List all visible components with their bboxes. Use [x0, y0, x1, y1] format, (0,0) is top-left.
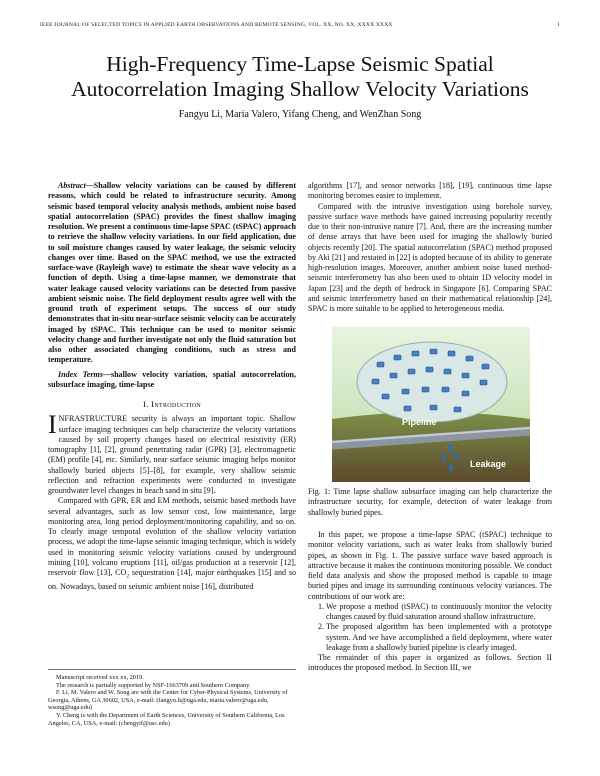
- journal-name: IEEE JOURNAL OF SELECTED TOPICS IN APPLIED EARTH OBSERVATIONS AND REMOTE SENSING, VOL. XX, NO. XX, XXXX XXXX: [40, 22, 393, 28]
- sensor-icon: [372, 379, 379, 384]
- right-paragraph-3: In this paper, we propose a time-lapse SPAC (tSPAC) technique to monitor velocity variations, such as water leaks from shallowly buried pipes, as shown in Fig. 1. The passive surface wave based approach is attractive because it makes the continuous monitoring possible. We conduct field data analysis and show the proposed method is capable to image buried pipes and image its surrounding continuous velocity variances. The contributions of our work are:: [308, 530, 552, 601]
- sensor-icon: [442, 387, 449, 392]
- sensor-icon: [454, 407, 461, 412]
- abstract: [48, 181, 296, 366]
- leakage-label: Leakage: [470, 459, 507, 469]
- footnote-support: The research is partially supported by NSF-1663709 and Southern Company.: [56, 681, 251, 689]
- sensor-icon: [426, 367, 433, 372]
- sensor-icon: [404, 406, 411, 411]
- sensor-icon: [444, 369, 451, 374]
- sensor-icon: [377, 362, 384, 367]
- sensor-icon: [462, 373, 469, 378]
- abstract-label: Abstract: [58, 181, 86, 190]
- index-terms-text: —shallow velocity variation, spatial autocorrelation, subsurface imaging, time-lapse: [48, 369, 296, 389]
- sensor-icon: [430, 349, 437, 354]
- sensor-icon: [466, 356, 473, 361]
- intro-paragraph-1-text: NFRASTRUCTURE security is always an important topic. Shallow surface imaging techniques can help characterize the velocity variations caused by soil property changes based on electrical resistivity (ER) tomography [1], [2], ground penetrating radar (GPR) [3], electromagnetic (EM) profile [4], etc. Similarly, near surface seismic imaging helps monitor shallowly buried objects [5]–[8], for example, very shallow seismic reflection and refraction experiments were conducted to investigate groundwater level changes in beach sand in situ [9].: [48, 414, 296, 495]
- figure-1-illustration: [332, 327, 530, 482]
- right-column-upper: [308, 181, 552, 314]
- sensor-icon: [462, 391, 469, 396]
- author-list: Fangyu Li, Maria Valero, Yifang Cheng, and WenZhan Song: [178, 109, 422, 120]
- contribution-item: 1. We propose a method (tSPAC) to continuously monitor the velocity changes caused by fluid saturation around shallow infrastructure.: [326, 602, 552, 623]
- footnote-affiliation-1: F. Li, M. Valero and W. Song are with the Center for Cyber-Physical Systems, University of Georgia, Athens, GA 30602, USA, e-mail: (fangyu.li@uga.edu, maria.valero@uga.edu, wsong@uga.edu): [48, 689, 288, 712]
- contributions-list: [308, 602, 552, 653]
- sensor-icon: [482, 364, 489, 369]
- index-terms-label: Index Terms: [58, 369, 103, 379]
- index-terms: [48, 370, 296, 391]
- sensor-icon: [402, 389, 409, 394]
- figure-1-caption: Fig. 1: Time lapse shallow subsurface imaging can help characterize the infrastructure security, for example, detection of water leakage from shallowly buried pipes.: [308, 487, 552, 517]
- right-paragraph-4: The remainder of this paper is organized as follows. Section II introduces the proposed method. In Section III, we: [308, 653, 552, 673]
- right-column-lower: [308, 530, 552, 674]
- intro-paragraph-1: [48, 410, 296, 496]
- running-header: [40, 22, 560, 28]
- footnote-affiliation-2: Y. Cheng is with the Department of Earth Sciences, University of Southern California, Los Angeles, CA, USA, e-mail: (chengyif@usc.edu): [48, 711, 285, 727]
- title-line-2: Autocorrelation Imaging Shallow Velocity Variations: [71, 77, 529, 101]
- page-number: 1: [557, 22, 560, 28]
- section-heading-introduction: I. Introduction: [142, 399, 202, 409]
- title-line-1: High-Frequency Time-Lapse Seismic Spatial: [106, 52, 494, 76]
- sensor-icon: [422, 387, 429, 392]
- sensor-icon: [382, 394, 389, 399]
- sensor-icon: [390, 373, 397, 378]
- intro-paragraph-2: Compared with GPR, ER and EM methods, seismic based methods have several advantages, such as low sensor cost, low maintenance, large monitoring area, long period deployment/monitoring capability, and so on. To clearly image temporal evolution of the shallow velocity variation process, we adopt the time-lapse seismic imaging technique, which is widely used in monitoring seismic velocity variations caused by underground mining [10], volcano eruptions [11], oil/gas production at a reservoir [12], reservoir flow [13], $CO_2$ sequestration [14], major earthquakes [15] and so on. Nowadays, based on seismic ambient noise [16], distributed: [48, 496, 296, 591]
- footnote-received: Manuscript received xxx xx, 2019.: [56, 674, 144, 681]
- right-paragraph-1: algorithms [17], and sensor networks [18], [19], continuous time lapse monitoring becomes easier to implement.: [308, 181, 552, 201]
- figure-1: [332, 327, 530, 482]
- sensor-icon: [430, 405, 437, 410]
- paper-title: [20, 52, 580, 102]
- drop-cap: I: [48, 410, 57, 440]
- footnotes: [48, 669, 296, 727]
- right-paragraph-2: Compared with the intrusive investigation using borehole survey, passive surface wave methods have gained increasing popularity recently due to their non-intrusive nature [7]. And, there are the increasing number of dense arrays that have been used for imaging the shallowly buried objects recently [20]. The spatial autocorrelation (SPAC) method proposed by Aki [21] and restated in [22] is adopted because of its ability to generate high-resolution images. Moreover, another ambient noise based method-seismic interferometry has also been used to obtain 1D velocity model in Japan [23] and the depth of bedrock in Singapore [6]. Comparing SPAC and seismic interferometry based on their mathematical relationship [24], SPAC is more suitable to be applied to heterogeneous media.: [308, 201, 552, 313]
- sensor-icon: [394, 355, 401, 360]
- pipeline-label: Pipeline: [402, 417, 437, 427]
- abstract-text: —Shallow velocity variations can be caused by different reasons, which could be related to infrastructure security. Among seismic based temporal velocity analysis methods, ambient noise based spatial autocorrelation (SPAC) provides the finest shallow imaging resolution. We present a continuous time-lapse SPAC (tSPAC) approach to retrieve the shallow velocity variations. In our field application, due to soil moisture changes caused by water leakage, the seismic velocity changes over time. Based on the SPAC method, we use the extracted surface-wave (Rayleigh wave) to estimate the shear wave velocity as a function of depth. Using a time-lapse manner, we demonstrate that water leakage caused velocity variations can be detected from passive ambient seismic noise. The field deployment results agree well with the ground truth of experiment setups. The success of our study demonstrates that in-situ near-surface seismic velocity can be accurately imaged by tSPAC. This technique can be used to monitor seismic velocity change and further investigate not only the fluid saturation but also other associated changing conditions, such as stress and temperature.: [48, 181, 296, 365]
- left-column: [48, 181, 296, 592]
- sensor-icon: [412, 351, 419, 356]
- sensor-icon: [448, 351, 455, 356]
- sensor-icon: [408, 369, 415, 374]
- sensor-icon: [480, 380, 487, 385]
- contribution-item: 2. The proposed algorithm has been implemented with a prototype system. And we have accomplished a field deployment, where water leakage from a shallowly buried pipeline is clearly imaged.: [326, 622, 552, 653]
